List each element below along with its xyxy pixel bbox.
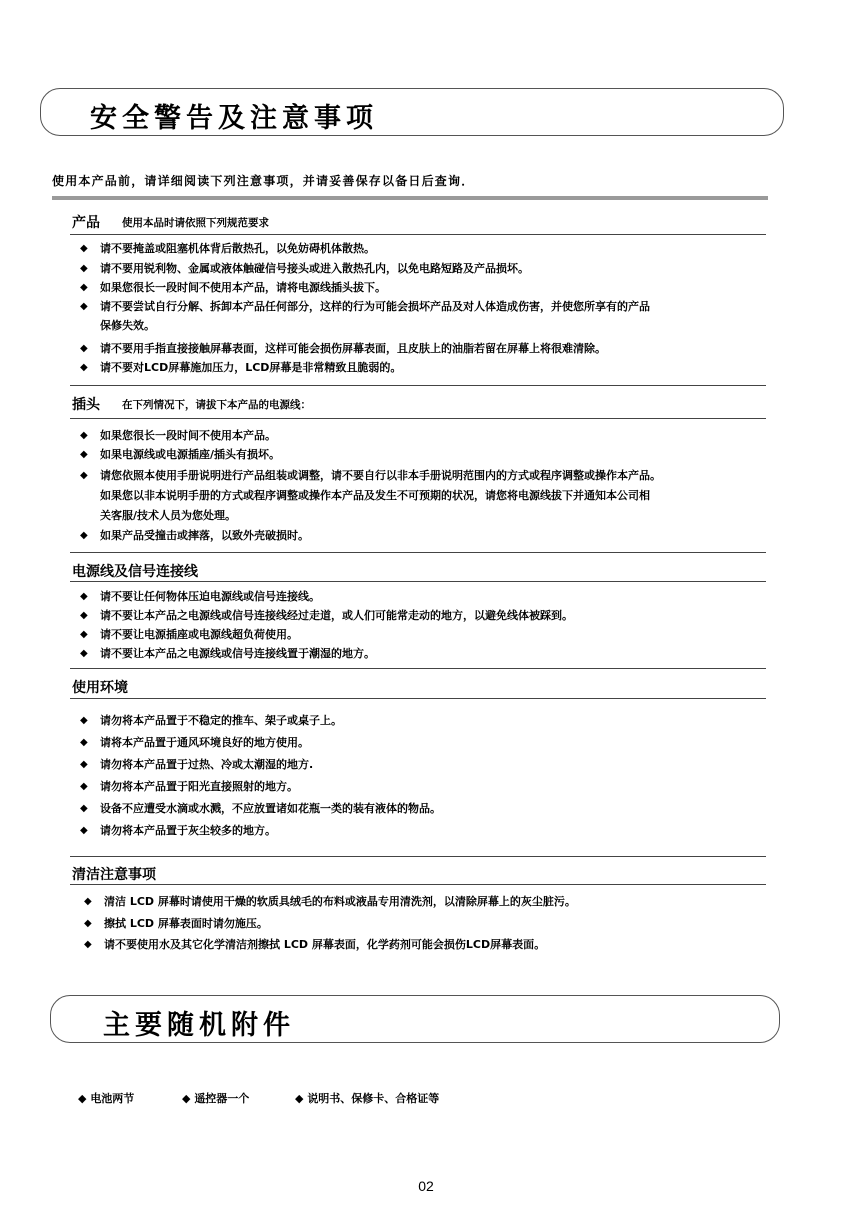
bullet-icon: ◆ — [80, 629, 88, 640]
bullet-icon: ◆ — [84, 918, 92, 929]
bullet-icon: ◆ — [80, 449, 88, 460]
divider — [70, 552, 766, 553]
divider — [70, 698, 766, 699]
bullet-icon: ◆ — [80, 759, 88, 770]
bullet-icon: ◆ — [80, 825, 88, 836]
bullet-icon: ◆ — [84, 896, 92, 907]
bullet-icon: ◆ — [80, 648, 88, 659]
accessories-title: 主要随机附件 — [103, 1010, 295, 1041]
divider — [52, 196, 768, 200]
bullet-icon: ◆ — [80, 282, 88, 293]
accessory-item: ◆ 遥控器一个 — [182, 1092, 250, 1105]
bullet-icon: ◆ — [80, 362, 88, 373]
bullet-icon: ◆ — [80, 243, 88, 254]
divider — [70, 234, 766, 235]
bullet-icon: ◆ — [295, 1092, 304, 1105]
bullet-icon: ◆ — [80, 263, 88, 274]
bullet-icon: ◆ — [80, 715, 88, 726]
bullet-icon: ◆ — [80, 803, 88, 814]
bullet-icon: ◆ — [80, 530, 88, 541]
page-number: 02 — [418, 1178, 434, 1194]
safety-title: 安全警告及注意事项 — [90, 103, 378, 134]
bullet-icon: ◆ — [84, 939, 92, 950]
accessory-item: ◆ 电池两节 — [78, 1092, 135, 1105]
section-plug-title: 插头 — [72, 397, 100, 413]
divider — [70, 668, 766, 669]
bullet-icon: ◆ — [80, 343, 88, 354]
section-environment-title: 使用环境 — [72, 680, 128, 696]
section-product-desc: 使用本品时请依照下列规范要求 — [122, 217, 269, 229]
bullet-icon: ◆ — [78, 1092, 87, 1105]
divider — [70, 884, 766, 885]
divider — [70, 856, 766, 857]
bullet-icon: ◆ — [80, 737, 88, 748]
bullet-icon: ◆ — [80, 591, 88, 602]
section-cleaning-title: 清洁注意事项 — [72, 867, 156, 883]
divider — [70, 581, 766, 582]
bullet-icon: ◆ — [80, 610, 88, 621]
accessory-item: ◆ 说明书、保修卡、合格证等 — [295, 1092, 440, 1105]
intro-text: 使用本产品前，请详细阅读下列注意事项，并请妥善保存以备日后查询． — [52, 174, 475, 188]
divider — [70, 418, 766, 419]
bullet-icon: ◆ — [80, 301, 88, 312]
bullet-icon: ◆ — [80, 470, 88, 481]
bullet-icon: ◆ — [80, 430, 88, 441]
divider — [70, 385, 766, 386]
bullet-icon: ◆ — [182, 1092, 191, 1105]
section-product-title: 产品 — [72, 215, 100, 231]
section-plug-desc: 在下列情况下，请拔下本产品的电源线： — [122, 399, 311, 411]
section-cable-title: 电源线及信号连接线 — [72, 564, 198, 580]
bullet-icon: ◆ — [80, 781, 88, 792]
